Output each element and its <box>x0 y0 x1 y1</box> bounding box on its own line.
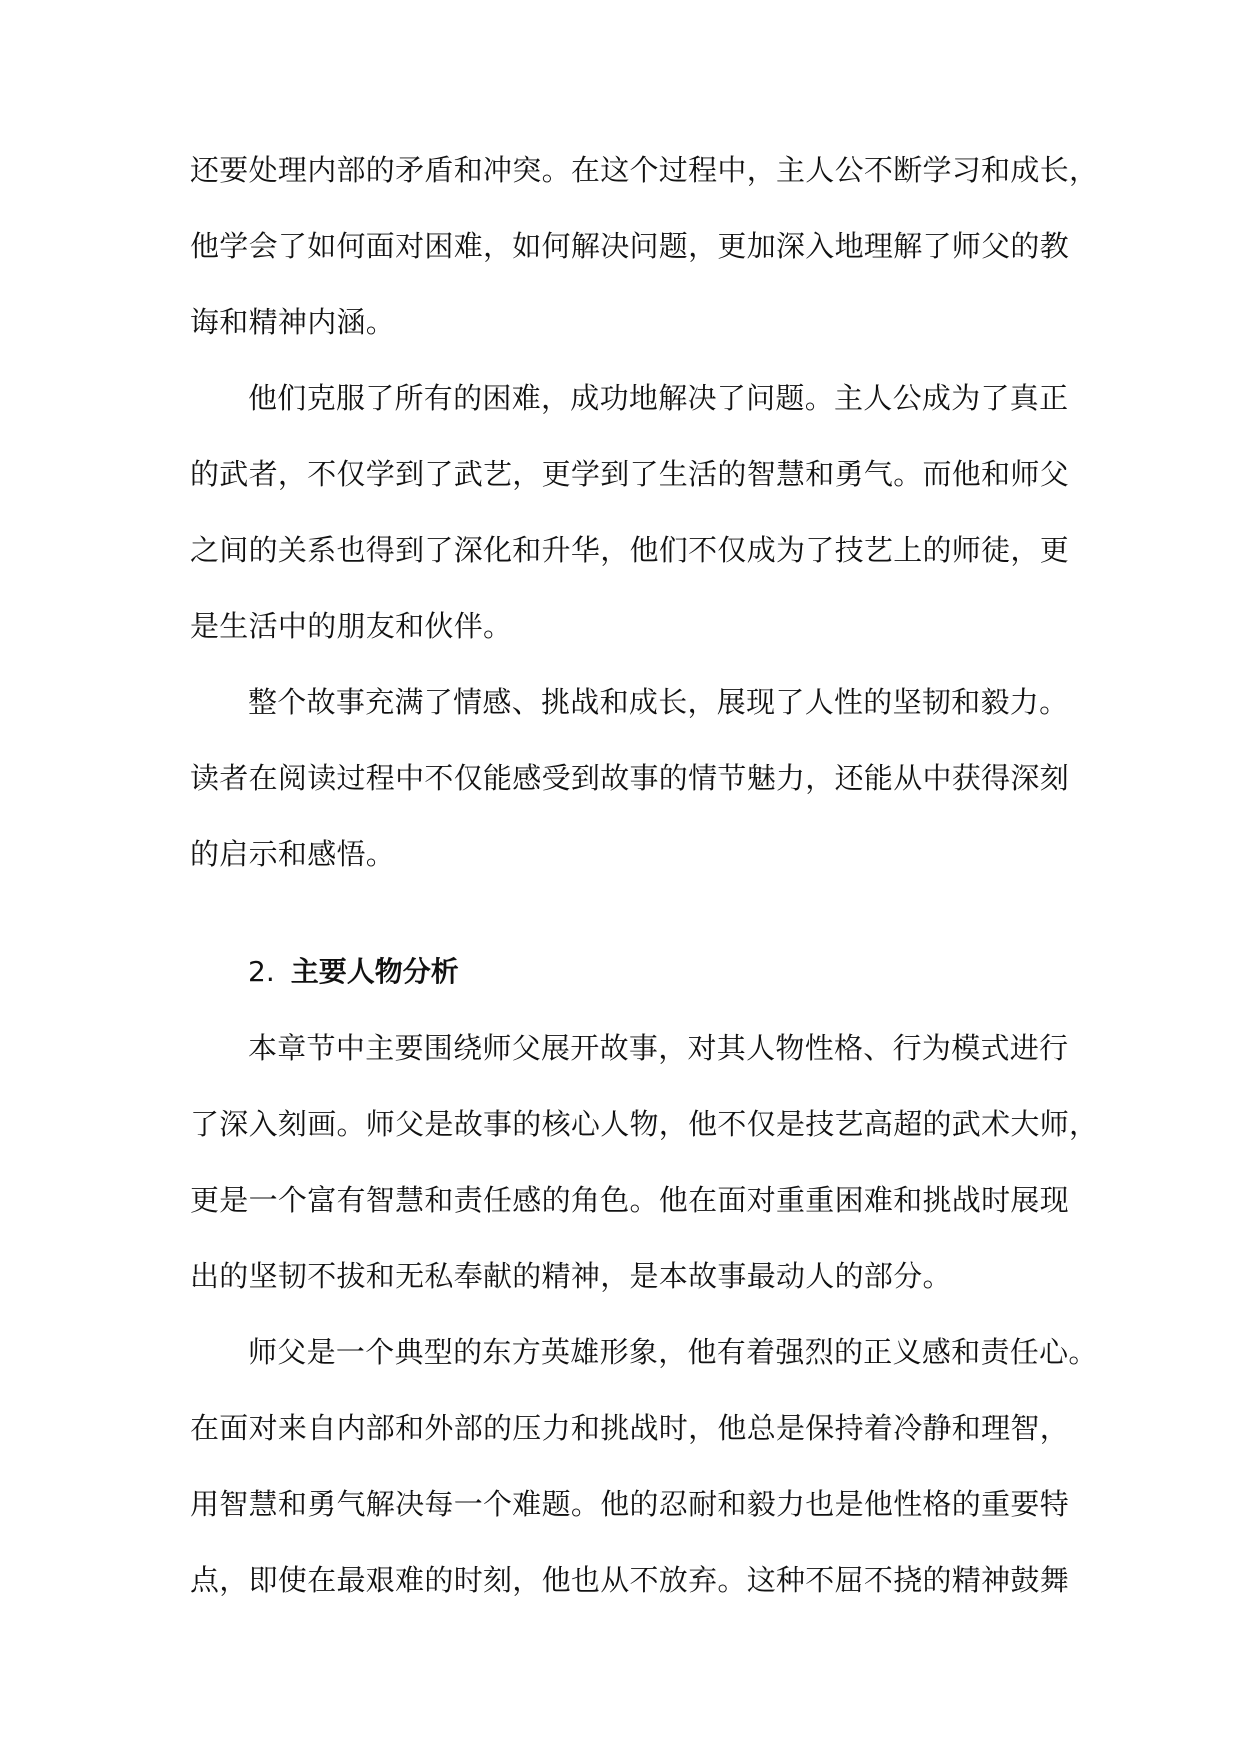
paragraph-4 <box>190 1010 1099 1314</box>
text-line: 在面对来自内部和外部的压力和挑战时，他总是保持着冷静和理智， <box>190 1411 1070 1445</box>
text-line: 本章节中主要围绕师父展开故事，对其人物性格、行为模式进行 <box>248 1031 1069 1065</box>
text-line: 用智慧和勇气解决每一个难题。他的忍耐和毅力也是他性格的重要特 <box>190 1487 1070 1521</box>
text-line: 读者在阅读过程中不仅能感受到故事的情节魅力，还能从中获得深刻 <box>190 761 1070 795</box>
text-line: 还要处理内部的矛盾和冲突。在这个过程中，主人公不断学习和成长， <box>190 153 1099 187</box>
section-heading <box>190 934 1060 1010</box>
text-line: 之间的关系也得到了深化和升华，他们不仅成为了技艺上的师徒，更 <box>190 533 1070 567</box>
text-line: 是生活中的朋友和伙伴。 <box>190 609 513 643</box>
text-line: 诲和精神内涵。 <box>190 305 396 339</box>
section-number: 2. <box>248 955 275 988</box>
section-title: 主要人物分析 <box>290 955 459 988</box>
text-line: 点，即使在最艰难的时刻，他也从不放弃。这种不屈不挠的精神鼓舞 <box>190 1563 1070 1597</box>
text-line: 的启示和感悟。 <box>190 837 396 871</box>
text-line: 出的坚韧不拔和无私奉献的精神，是本故事最动人的部分。 <box>190 1259 952 1293</box>
paragraph-5 <box>190 1314 1098 1618</box>
text-line: 了深入刻画。师父是故事的核心人物，他不仅是技艺高超的武术大师， <box>190 1107 1099 1141</box>
section-spacer <box>190 892 1060 934</box>
text-line: 他们克服了所有的困难，成功地解决了问题。主人公成为了真正 <box>248 381 1069 415</box>
paragraph-2 <box>190 360 1070 664</box>
paragraph-3 <box>190 664 1070 892</box>
text-line: 整个故事充满了情感、挑战和成长，展现了人性的坚韧和毅力。 <box>248 685 1069 719</box>
paragraph-1 <box>190 132 1099 360</box>
text-line: 他学会了如何面对困难，如何解决问题，更加深入地理解了师父的教 <box>190 229 1070 263</box>
text-line: 的武者，不仅学到了武艺，更学到了生活的智慧和勇气。而他和师父 <box>190 457 1070 491</box>
text-line: 更是一个富有智慧和责任感的角色。他在面对重重困难和挑战时展现 <box>190 1183 1070 1217</box>
page-content <box>190 132 1099 1618</box>
text-line: 师父是一个典型的东方英雄形象，他有着强烈的正义感和责任心。 <box>248 1335 1098 1369</box>
